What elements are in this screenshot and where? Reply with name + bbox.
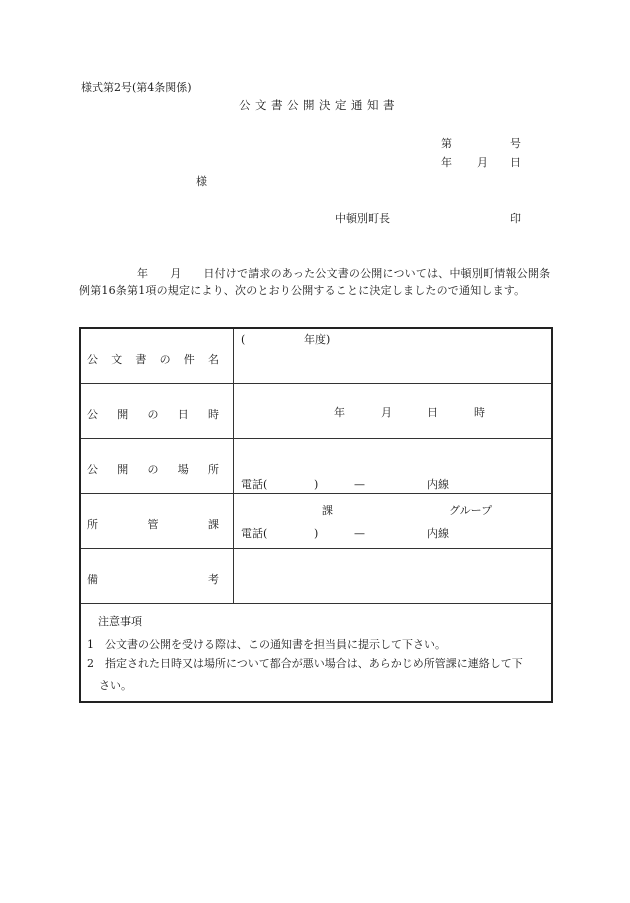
label-char: 開 — [117, 407, 129, 421]
ref-dai: 第 — [441, 137, 452, 150]
table-row-datetime — [80, 383, 552, 438]
label-char: 公 — [87, 462, 98, 476]
seal-mark: 印 — [510, 212, 521, 225]
label-char: 課 — [208, 517, 219, 531]
decision-table — [79, 327, 553, 703]
form-number: 様式第2号(第4条関係) — [81, 81, 192, 94]
table-row-department — [80, 493, 552, 548]
label-datetime — [80, 383, 234, 438]
label-place — [80, 438, 234, 493]
body-paragraph — [79, 265, 553, 299]
label-char: 所 — [87, 517, 98, 531]
label-chars — [87, 571, 219, 587]
document-title: 公文書公開決定通知書 — [239, 98, 399, 112]
table-row-document-name — [80, 328, 552, 383]
date-day: 日 — [510, 156, 521, 169]
note-item-1: 1 公文書の公開を受ける際は、この通知書を担当員に提示して下さい。 — [87, 637, 446, 651]
date-month: 月 — [477, 156, 488, 169]
value-datetime[interactable] — [234, 383, 553, 438]
label-char: 開 — [117, 462, 129, 476]
dept-ext: 内線 — [427, 526, 449, 540]
sender-mayor: 中頓別町長 — [335, 212, 390, 225]
paren-open: ( — [241, 333, 246, 346]
date-year: 年 — [441, 156, 452, 169]
label-char: 件 — [183, 353, 195, 366]
dept-tel-close: ) — [314, 526, 319, 540]
ref-go: 号 — [510, 137, 521, 150]
label-chars — [87, 516, 219, 532]
value-remarks[interactable] — [234, 548, 553, 603]
notes-cell — [80, 603, 552, 702]
label-remarks — [80, 548, 234, 603]
label-department — [80, 493, 234, 548]
label-char: 時 — [208, 407, 219, 421]
value-document-name[interactable] — [234, 328, 553, 383]
value-department[interactable] — [234, 493, 553, 548]
place-tel: 電話( — [241, 477, 268, 491]
table-row-notes — [80, 603, 552, 702]
dept-dash: — — [354, 526, 365, 540]
place-tel-close: ) — [314, 477, 319, 491]
addressee-sama: 様 — [196, 175, 207, 188]
body-month: 月 — [170, 267, 182, 280]
label-char: 考 — [208, 572, 219, 586]
notes-heading: 注意事項 — [98, 614, 142, 628]
label-chars — [87, 461, 219, 477]
note-item-2 — [87, 653, 549, 697]
value-place[interactable] — [234, 438, 553, 493]
label-char: 公 — [87, 407, 98, 421]
dt-day: 日 — [427, 405, 438, 419]
label-char: 管 — [147, 517, 159, 531]
label-char: 名 — [207, 353, 219, 366]
label-chars — [87, 406, 219, 422]
label-char: の — [147, 462, 159, 476]
place-ext: 内線 — [427, 477, 449, 491]
label-char: 所 — [208, 462, 219, 476]
table-row-remarks — [80, 548, 552, 603]
table-row-place — [80, 438, 552, 493]
label-char: 文 — [111, 353, 123, 366]
place-dash: — — [354, 477, 365, 491]
label-char: 備 — [87, 572, 98, 586]
label-document-name — [80, 328, 234, 383]
label-char: の — [159, 353, 171, 366]
label-char: 日 — [177, 407, 189, 421]
dept-tel: 電話( — [241, 526, 268, 540]
label-char: の — [147, 407, 159, 421]
label-char: 書 — [135, 353, 147, 366]
note-item-2-line2: さい。 — [99, 678, 132, 692]
dt-hour: 時 — [474, 405, 485, 419]
dept-ka: 課 — [322, 503, 333, 517]
dt-year: 年 — [334, 405, 345, 419]
dt-month: 月 — [381, 405, 392, 419]
body-year: 年 — [137, 267, 149, 280]
fiscal-year-label: 年度) — [304, 333, 331, 346]
body-text: 日付けで請求のあった公文書の公開については、中頓別町情報公開条例第16条第1項の規定により、次のとおり公開することに決定しましたので通知します。 — [79, 267, 551, 297]
label-chars — [87, 351, 219, 367]
label-char: 場 — [177, 462, 189, 476]
label-char: 公 — [87, 353, 98, 366]
note-item-2-line1: 2 指定された日時又は場所について都合が悪い場合は、あらかじめ所管課に連絡して下 — [87, 656, 523, 670]
dept-group: グループ — [449, 503, 493, 517]
